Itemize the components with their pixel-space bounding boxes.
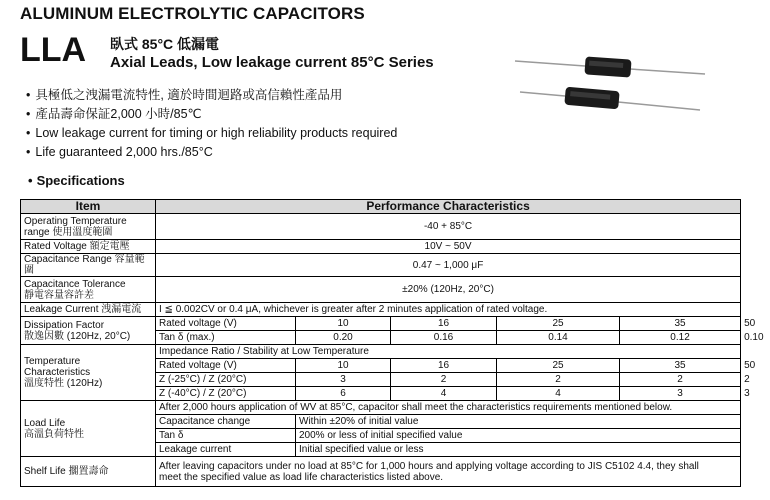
row-operating-temperature (21, 214, 741, 240)
series-code: LLA (20, 31, 87, 69)
value-cell: 10V ~ 50V (156, 240, 741, 254)
voltage-cell: 10 (296, 317, 391, 331)
item-label: Operating Temperature (24, 215, 127, 227)
item-label: 溫度特性 (120Hz) (24, 378, 103, 389)
feature-item: • Life guaranteed 2,000 hrs./85°C (26, 143, 397, 162)
ratio-cell: 3 (620, 387, 741, 401)
item-label: Capacitance Range 容量範圍 (21, 254, 156, 277)
sub-label: Tan δ (156, 429, 296, 443)
item-label: Rated Voltage 額定電壓 (21, 240, 156, 254)
value-cell: 0.47 ~ 1,000 μF (156, 254, 741, 277)
ratio-cell: 4 (497, 387, 620, 401)
sub-label: Tan δ (max.) (156, 331, 296, 345)
row-load-life-note (21, 401, 741, 415)
sub-label: Z (-25°C) / Z (20°C) (156, 373, 296, 387)
ratio-cell: 6 (296, 387, 391, 401)
voltage-cell: 35 (620, 359, 741, 373)
specifications-heading: • Specifications (28, 173, 125, 188)
row-leakage-current (21, 303, 741, 317)
voltage-cell: 16 (391, 317, 497, 331)
value-line: meet the specified value as load life characteristics listed above. (159, 471, 444, 483)
ratio-cell: 2 (391, 373, 497, 387)
voltage-cell: 25 (497, 359, 620, 373)
value-cell: -40 + 85°C (156, 214, 741, 240)
item-label: Characteristics (24, 367, 91, 378)
item-label: 散逸因數 (120Hz, 20°C) (24, 330, 131, 342)
sub-label: Impedance Ratio / Stability at Low Temperature (156, 345, 741, 359)
series-subtitle-cn: 臥式 85°C 低漏電 (110, 36, 220, 52)
series-subtitle-en: Axial Leads, Low leakage current 85°C Series (110, 54, 434, 71)
tan-cell: 0.12 (620, 331, 741, 345)
item-label: 高溫負荷特性 (24, 428, 84, 440)
ratio-cell: 2 (497, 373, 620, 387)
voltage-cell: 35 (620, 317, 741, 331)
sub-label: Leakage current (156, 443, 296, 457)
tan-cell: 0.14 (497, 331, 620, 345)
row-temperature-z25: Z (-25°C) / Z (20°C) 3 2 2 2 2 (21, 373, 741, 387)
row-rated-voltage (21, 240, 741, 254)
sub-label: Capacitance change (156, 415, 296, 429)
value-line: After leaving capacitors under no load at 85°C for 1,000 hours and applying voltage according to JIS C5102 4.4, they shall (159, 460, 699, 472)
tan-cell: 0.20 (296, 331, 391, 345)
row-temperature-voltage: Rated voltage (V) 10 16 25 35 50 (21, 359, 741, 373)
item-label: Leakage Current 洩漏電流 (21, 303, 156, 317)
item-label: 靜電容量容許差 (24, 289, 94, 301)
value-cell: Within ±20% of initial value (296, 415, 741, 429)
row-temperature-subtitle (21, 345, 741, 359)
voltage-cell: 16 (391, 359, 497, 373)
sub-label: Rated voltage (V) (156, 317, 296, 331)
feature-item: • 具極低之洩漏電流特性, 適於時間迴路或高信賴性產品用 (26, 86, 397, 105)
value-cell: Initial specified value or less (296, 443, 741, 457)
table-header-row (21, 200, 741, 214)
tan-cell: 0.16 (391, 331, 497, 345)
page-title: ALUMINUM ELECTROLYTIC CAPACITORS (20, 4, 365, 23)
voltage-cell: 10 (296, 359, 391, 373)
feature-item: • Low leakage current for timing or high reliability products required (26, 124, 397, 143)
ratio-cell: 3 (296, 373, 391, 387)
row-temperature-z40: Z (-40°C) / Z (20°C) 6 4 4 3 3 (21, 387, 741, 401)
specifications-table (20, 199, 764, 487)
value-cell: ±20% (120Hz, 20°C) (156, 277, 741, 303)
item-label: Dissipation Factor (24, 319, 105, 331)
capacitor-bottom (520, 87, 700, 110)
sub-label: Z (-40°C) / Z (20°C) (156, 387, 296, 401)
item-label: range 使用溫度範圍 (24, 226, 113, 238)
col-header-item: Item (21, 200, 156, 214)
item-label: Shelf Life 擱置壽命 (21, 457, 156, 487)
row-dissipation-tan: Tan δ (max.) 0.20 0.16 0.14 0.12 0.10 (21, 331, 741, 345)
item-label: Temperature (24, 356, 81, 367)
feature-list (26, 86, 397, 162)
axial-capacitor-icon (510, 44, 710, 124)
item-label: Load Life (24, 417, 66, 429)
sub-label: Rated voltage (V) (156, 359, 296, 373)
value-cell: 200% or less of initial specified value (296, 429, 741, 443)
col-header-performance: Performance Characteristics (156, 200, 741, 214)
row-capacitance-tolerance (21, 277, 741, 303)
item-label: Capacitance Tolerance (24, 278, 126, 290)
note-cell: After 2,000 hours application of WV at 85°C, capacitor shall meet the characteristics requirements mentioned below. (156, 401, 741, 415)
row-dissipation-voltage: Dissipation Factor 散逸因數 (120Hz, 20°C) Rated voltage (V) 10 16 25 35 50 (21, 317, 741, 331)
ratio-cell: 2 (620, 373, 741, 387)
row-capacitance-range (21, 254, 741, 277)
capacitor-top (515, 56, 705, 77)
row-shelf-life (21, 457, 741, 487)
ratio-cell: 4 (391, 387, 497, 401)
voltage-cell: 25 (497, 317, 620, 331)
feature-item: • 產品壽命保証2,000 小時/85℃ (26, 105, 397, 124)
value-cell: I ≦ 0.002CV or 0.4 μA, whichever is greater after 2 minutes application of rated voltage. (156, 303, 741, 317)
